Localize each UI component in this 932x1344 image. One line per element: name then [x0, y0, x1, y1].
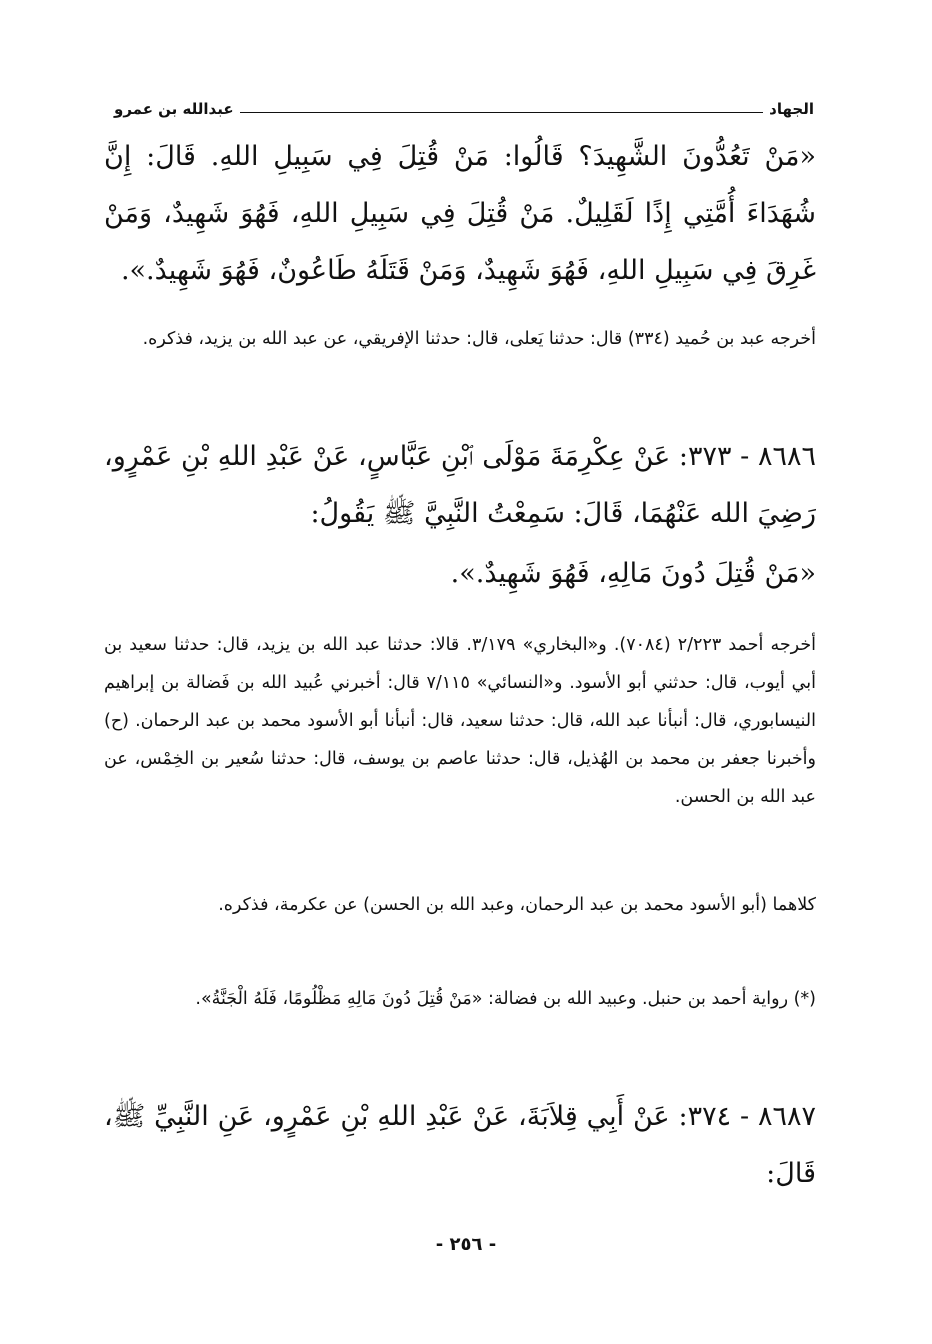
- hadith-8686-text: ٨٦٨٦ - ٣٧٣: عَنْ عِكْرِمَةَ مَوْلَى ٱبْنِ عَبَّاسٍ، عَنْ عَبْدِ اللهِ بْنِ عَمْرٍو، رَضِيَ الله عَنْهُمَا، قَالَ: سَمِعْتُ النَّبِيَّ ﷺ يَقُولُ:: [104, 441, 816, 529]
- header-chapter-title: الجهاد: [769, 100, 814, 118]
- header-narrator-name: عبدالله بن عمرو: [114, 100, 234, 118]
- hadith-text-continuation: «مَنْ تَعُدُّونَ الشَّهِيدَ؟ قَالُوا: مَنْ قُتِلَ فِي سَبِيلِ اللهِ. قَالَ: إِنَّ شُهَدَاءَ أُمَّتِي إِذًا لَقَلِيلٌ. مَنْ قُتِلَ فِي سَبِيلِ اللهِ، فَهُوَ شَهِيدٌ، وَمَنْ غَرِقَ فِي سَبِيلِ اللهِ، فَهُوَ شَهِيدٌ، وَمَنْ قَتَلَهُ طَاعُونٌ، فَهُوَ شَهِيدٌ.».: [104, 141, 816, 286]
- page-number: - ٢٥٦ -: [435, 1234, 497, 1255]
- header-rule: [240, 112, 764, 113]
- hadith-8686-saying: «مَنْ قُتِلَ دُونَ مَالِهِ، فَهُوَ شَهِيدٌ.».: [450, 558, 816, 589]
- hadith-8687-text: ٨٦٨٧ - ٣٧٤: عَنْ أَبِي قِلاَبَةَ، عَنْ عَبْدِ اللهِ بْنِ عَمْرٍو، عَنِ النَّبِيِّ ﷺ، قَالَ:: [104, 1101, 816, 1189]
- takhrij-note: أخرجه أحمد ٢/٢٢٣ (٧٠٨٤). و«البخاري» ٣/١٧٩. قالا: حدثنا عبد الله بن يزيد، قال: حدثنا سعيد بن أبي أيوب، قال: حدثني أبو الأسود. و«النسائي» ٧/١١٥ قال: أخبرني عُبيد الله بن فَضالة بن إبراهيم النيسابوري، قال: أنبأنا عبد الله، قال: حدثنا سعيد، قال: أنبأنا أبو الأسود محمد بن عبد الرحمان. (ح) وأخبرنا جعفر بن محمد بن الهُذيل، قال: حدثنا عاصم بن يوسف، قال: حدثنا سُعير بن الخِمْس، عن عبد الله بن الحسن.: [104, 635, 817, 807]
- takhrij-note: أخرجه عبد بن حُميد (٣٣٤) قال: حدثنا يَعلى، قال: حدثنا الإفريقي، عن عبد الله بن يزيد، فذكره.: [142, 329, 816, 349]
- takhrij-note: كلاهما (أبو الأسود محمد بن عبد الرحمان، وعبد الله بن الحسن) عن عكرمة، فذكره.: [218, 895, 816, 915]
- variant-note: (*) رواية أحمد بن حنبل. وعبيد الله بن فضالة: «مَنْ قُتِلَ دُونَ مَالِهِ مَظْلُومًا، فَلَهُ الْجَنَّةُ».: [195, 989, 816, 1009]
- running-header: [114, 94, 814, 118]
